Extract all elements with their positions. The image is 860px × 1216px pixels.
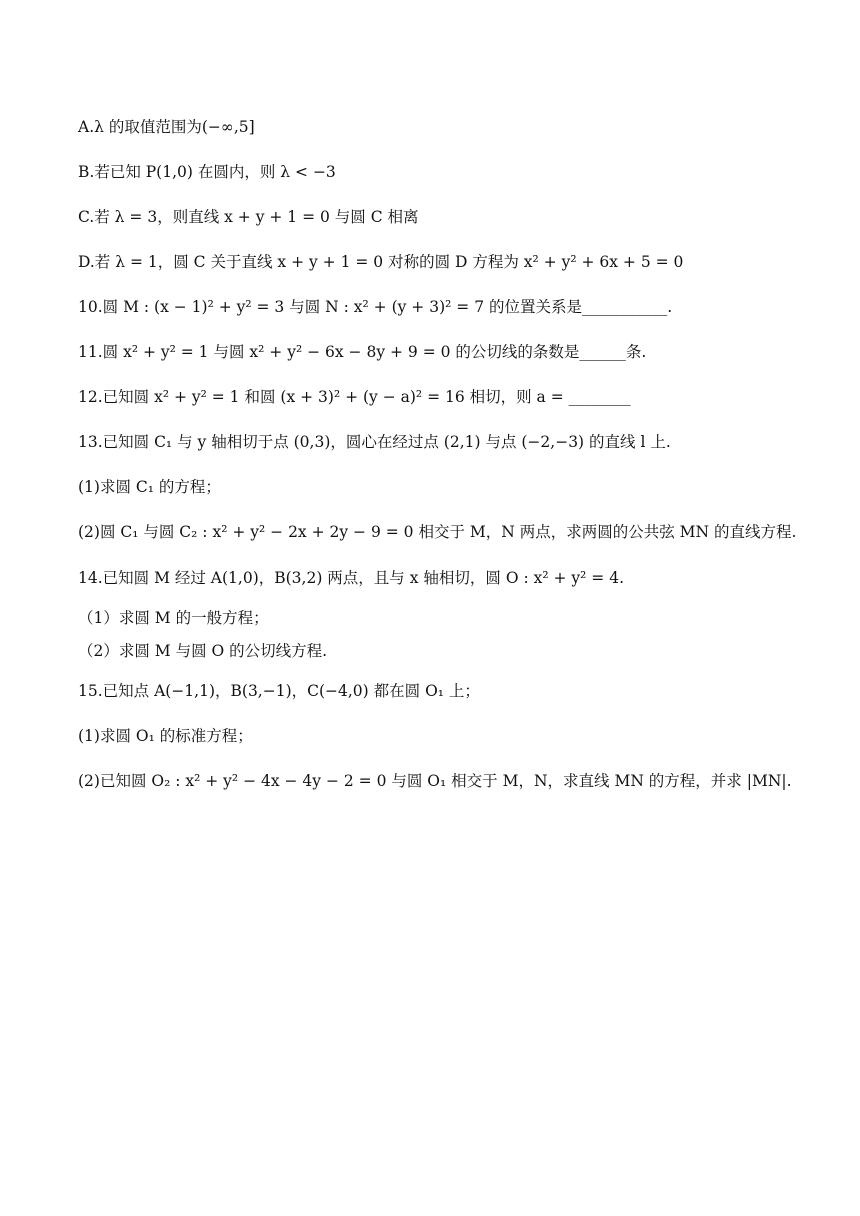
question-15: 15.已知点 A(−1,1)，B(3,−1)，C(−4,0) 都在圆 O₁ 上； bbox=[78, 682, 480, 700]
question-13-part-2: (2)圆 C₁ 与圆 C₂ : x² + y² − 2x + 2y − 9 = 0 相交于 M，N 两点，求两圆的公共弦 MN 的直线方程. bbox=[78, 523, 797, 541]
question-10: 10.圆 M : (x − 1)² + y² = 3 与圆 N : x² + (y + 3)² = 7 的位置关系是___________. bbox=[78, 298, 673, 316]
question-11: 11.圆 x² + y² = 1 与圆 x² + y² − 6x − 8y + 9 = 0 的公切线的条数是______条. bbox=[78, 343, 647, 361]
question-15-part-1: (1)求圆 O₁ 的标准方程； bbox=[78, 727, 253, 745]
option-b: B.若已知 P(1,0) 在圆内，则 λ < −3 bbox=[78, 163, 336, 181]
question-14-part-2: （2）求圆 M 与圆 O 的公切线方程. bbox=[78, 642, 328, 660]
question-12: 12.已知圆 x² + y² = 1 和圆 (x + 3)² + (y − a)² = 16 相切，则 a = ________ bbox=[78, 388, 631, 406]
question-14: 14.已知圆 M 经过 A(1,0)，B(3,2) 两点，且与 x 轴相切，圆 O : x² + y² = 4. bbox=[78, 569, 625, 587]
option-d: D.若 λ = 1，圆 C 关于直线 x + y + 1 = 0 对称的圆 D 方程为 x² + y² + 6x + 5 = 0 bbox=[78, 253, 684, 271]
question-15-part-2: (2)已知圆 O₂ : x² + y² − 4x − 4y − 2 = 0 与圆 O₁ 相交于 M，N，求直线 MN 的方程，并求 |MN|. bbox=[78, 772, 792, 790]
question-13-part-1: (1)求圆 C₁ 的方程； bbox=[78, 478, 221, 496]
option-a: A.λ 的取值范围为(−∞,5] bbox=[78, 118, 255, 136]
option-c: C.若 λ = 3，则直线 x + y + 1 = 0 与圆 C 相离 bbox=[78, 208, 419, 226]
question-13: 13.已知圆 C₁ 与 y 轴相切于点 (0,3)，圆心在经过点 (2,1) 与点 (−2,−3) 的直线 l 上. bbox=[78, 433, 671, 451]
question-14-part-1: （1）求圆 M 的一般方程； bbox=[78, 609, 269, 627]
